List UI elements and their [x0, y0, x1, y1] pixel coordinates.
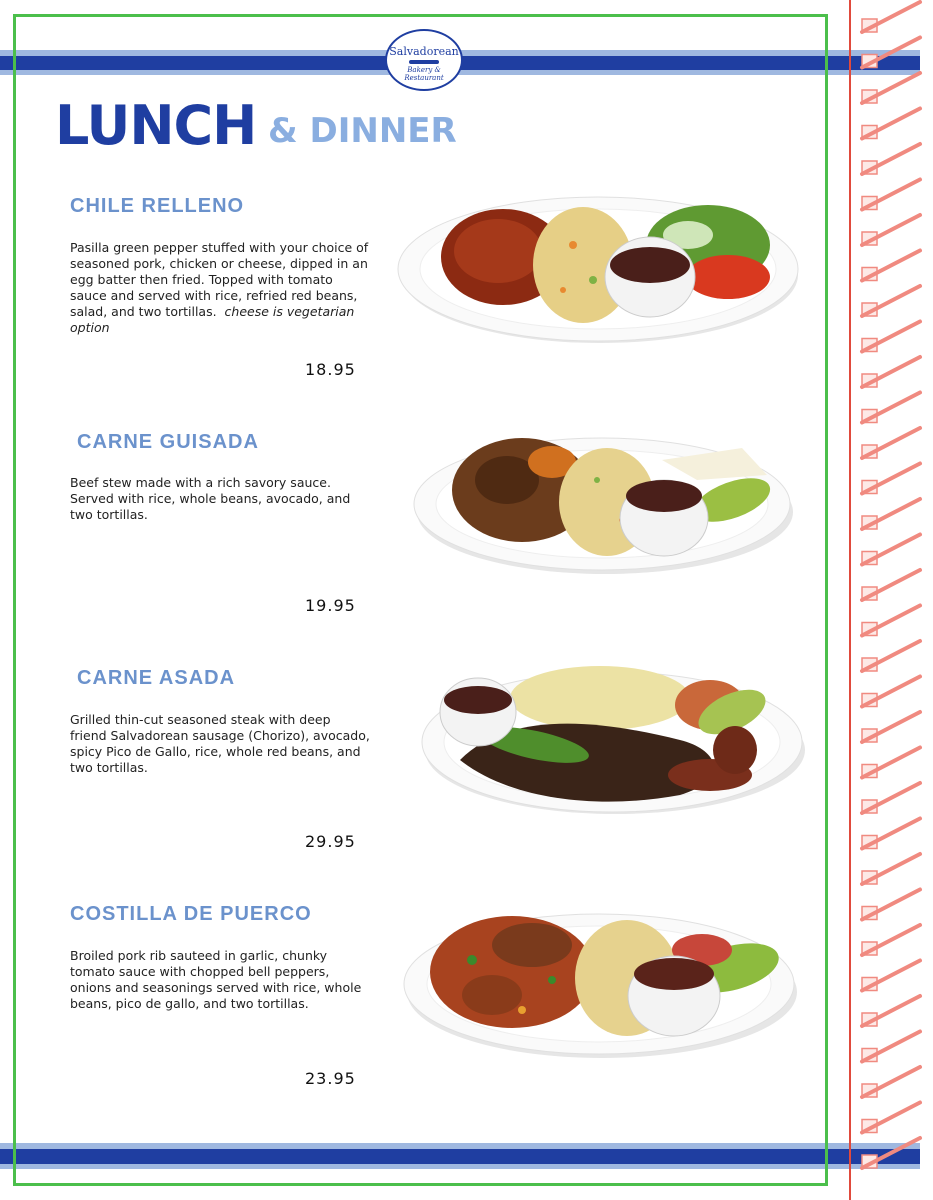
menu-item-price: 19.95 [305, 596, 356, 615]
binding-ring [862, 464, 920, 494]
binding-ring [862, 1032, 920, 1062]
costilla-de-puerco-plate-image [402, 900, 802, 1065]
chile-relleno-plate-image [388, 185, 808, 345]
binding-ring [862, 144, 920, 174]
binding-ring [862, 641, 920, 671]
binding-ring [862, 606, 920, 636]
binding-ring [862, 109, 920, 139]
menu-item-description: Grilled thin-cut seasoned steak with deep friend Salvadorean sausage (Chorizo), avocado, spicy Pico de Gallo, rice, whole red beans, and two tortillas. [70, 712, 370, 775]
binding-ring [862, 712, 920, 742]
binding-ring [862, 38, 920, 68]
binding-ring [862, 783, 920, 813]
binding-ring [862, 890, 920, 920]
binding-ring [862, 180, 920, 210]
binding-ring [862, 996, 920, 1026]
page-subtitle: & DINNER [268, 111, 457, 151]
logo-line1: Salvadorean [389, 45, 459, 58]
binding-ring [862, 1138, 920, 1168]
binding-ring [862, 854, 920, 884]
carne-asada-plate-image [420, 650, 810, 820]
binding-ring [862, 961, 920, 991]
logo-line2: Bakery & Restaurant [404, 66, 444, 82]
binding-ring [862, 251, 920, 281]
menu-item-description: Beef stew made with a rich savory sauce. Served with rice, whole beans, avocado, and two tortillas. [70, 475, 351, 522]
binding-ring [862, 215, 920, 245]
binding-ring [862, 2, 920, 32]
binding-ring [862, 748, 920, 778]
binding-ring [862, 819, 920, 849]
logo-boat-icon [409, 60, 439, 64]
menu-item-name: CARNE ASADA [77, 667, 236, 689]
menu-item-price: 23.95 [305, 1069, 356, 1088]
menu-item-name: CHILE RELLENO [70, 195, 245, 217]
menu-item-description: Broiled pork rib sauteed in garlic, chunky tomato sauce with chopped bell peppers, onions and seasonings served with rice, whole beans, pico de gallo, and two tortillas. [70, 948, 362, 1011]
binding-ring [862, 1067, 920, 1097]
binding-ring [862, 925, 920, 955]
page-title: LUNCH [55, 94, 257, 157]
restaurant-logo [385, 29, 463, 91]
binding-ring [862, 677, 920, 707]
carne-guisada-plate-image [412, 420, 802, 580]
notebook-binding [838, 0, 933, 1200]
binding-ring [862, 570, 920, 600]
menu-item-price: 18.95 [305, 360, 356, 379]
menu-item-description [70, 240, 370, 336]
binding-ring [862, 322, 920, 352]
binding-ring [862, 286, 920, 316]
menu-item-name: CARNE GUISADA [77, 431, 259, 453]
description-note: cheese is vegetarian option [70, 304, 355, 335]
binding-ring [862, 535, 920, 565]
binding-ring [862, 428, 920, 458]
binding-ring [862, 357, 920, 387]
description-text: Pasilla green pepper stuffed with your choice of seasoned pork, chicken or cheese, dipped in an egg batter then fried. Topped with tomato sauce and served with rice, refried red beans, salad, and two tortillas. [70, 240, 369, 319]
binding-ring [862, 393, 920, 423]
binding-ring [862, 1103, 920, 1133]
binding-ring [862, 73, 920, 103]
menu-item-price: 29.95 [305, 832, 356, 851]
binding-ring [862, 499, 920, 529]
menu-item-name: COSTILLA DE PUERCO [70, 903, 312, 925]
